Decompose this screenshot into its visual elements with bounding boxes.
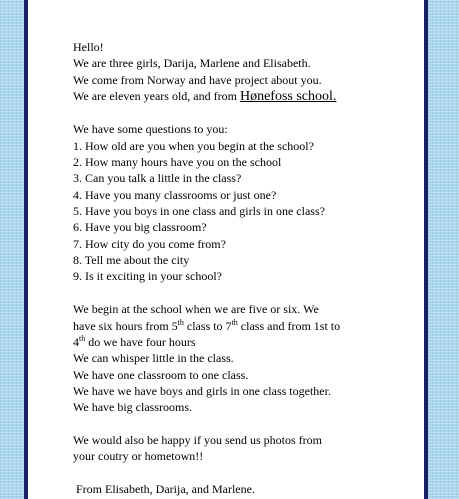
answer-text: do we have four hours [85, 335, 196, 350]
answer-line: We begin at the school when we are five or six. We [73, 302, 319, 317]
intro-age-text: We are eleven years old, and from [73, 88, 240, 103]
answer-line: We have big classrooms. [73, 400, 193, 415]
question-item: 3. Can you talk a little in the class? [73, 171, 242, 186]
ordinal-suffix: th [231, 317, 238, 327]
question-item: 9. Is it exciting in your school? [73, 269, 222, 284]
questions-intro: We have some questions to you: [73, 122, 228, 137]
question-item: 2. How many hours have you on the school [73, 155, 282, 170]
answer-text: class to 7 [183, 318, 232, 333]
ordinal-suffix: th [79, 334, 86, 344]
answer-text: class and from 1st to [237, 318, 341, 333]
question-item: 7. How city do you come from? [73, 236, 226, 251]
greeting: Hello! [73, 40, 104, 54]
intro-age-line [73, 88, 413, 105]
school-name: Hønefoss school. [239, 88, 337, 104]
question-item: 6. Have you big classroom? [73, 220, 207, 235]
intro-line: We are three girls, Darija, Marlene and Elisabeth. [73, 56, 311, 71]
answer-line: We have one classroom to one class. [73, 367, 249, 382]
answer-line: We can whisper little in the class. [73, 351, 234, 366]
question-item: 8. Tell me about the city [73, 252, 190, 267]
question-item: 5. Have you boys in one class and girls in one class? [73, 203, 325, 218]
answer-line: We have we have boys and girls in one class together. [73, 383, 331, 398]
ordinal-suffix: th [177, 317, 184, 327]
right-border-rule [424, 0, 428, 499]
letter-body [73, 39, 413, 497]
signature: From Elisabeth, Darija, and Marlene. [76, 481, 255, 496]
question-item: 4. Have you many classrooms or just one? [73, 187, 277, 202]
intro-line: We come from Norway and have project about you. [73, 72, 322, 87]
answer-line-hours-2 [73, 334, 413, 350]
answer-text: 4 [73, 335, 79, 350]
answer-line-hours [73, 318, 413, 334]
questions-list [73, 138, 413, 285]
question-item: 1. How old are you when you begin at the school? [73, 138, 314, 153]
photos-request-line: your coutry or hometown!! [73, 449, 204, 464]
answer-text: have six hours from 5 [73, 318, 178, 333]
answers-block [73, 301, 413, 415]
left-border-rule [24, 0, 28, 499]
photos-request-line: We would also be happy if you send us photos from [73, 432, 322, 447]
